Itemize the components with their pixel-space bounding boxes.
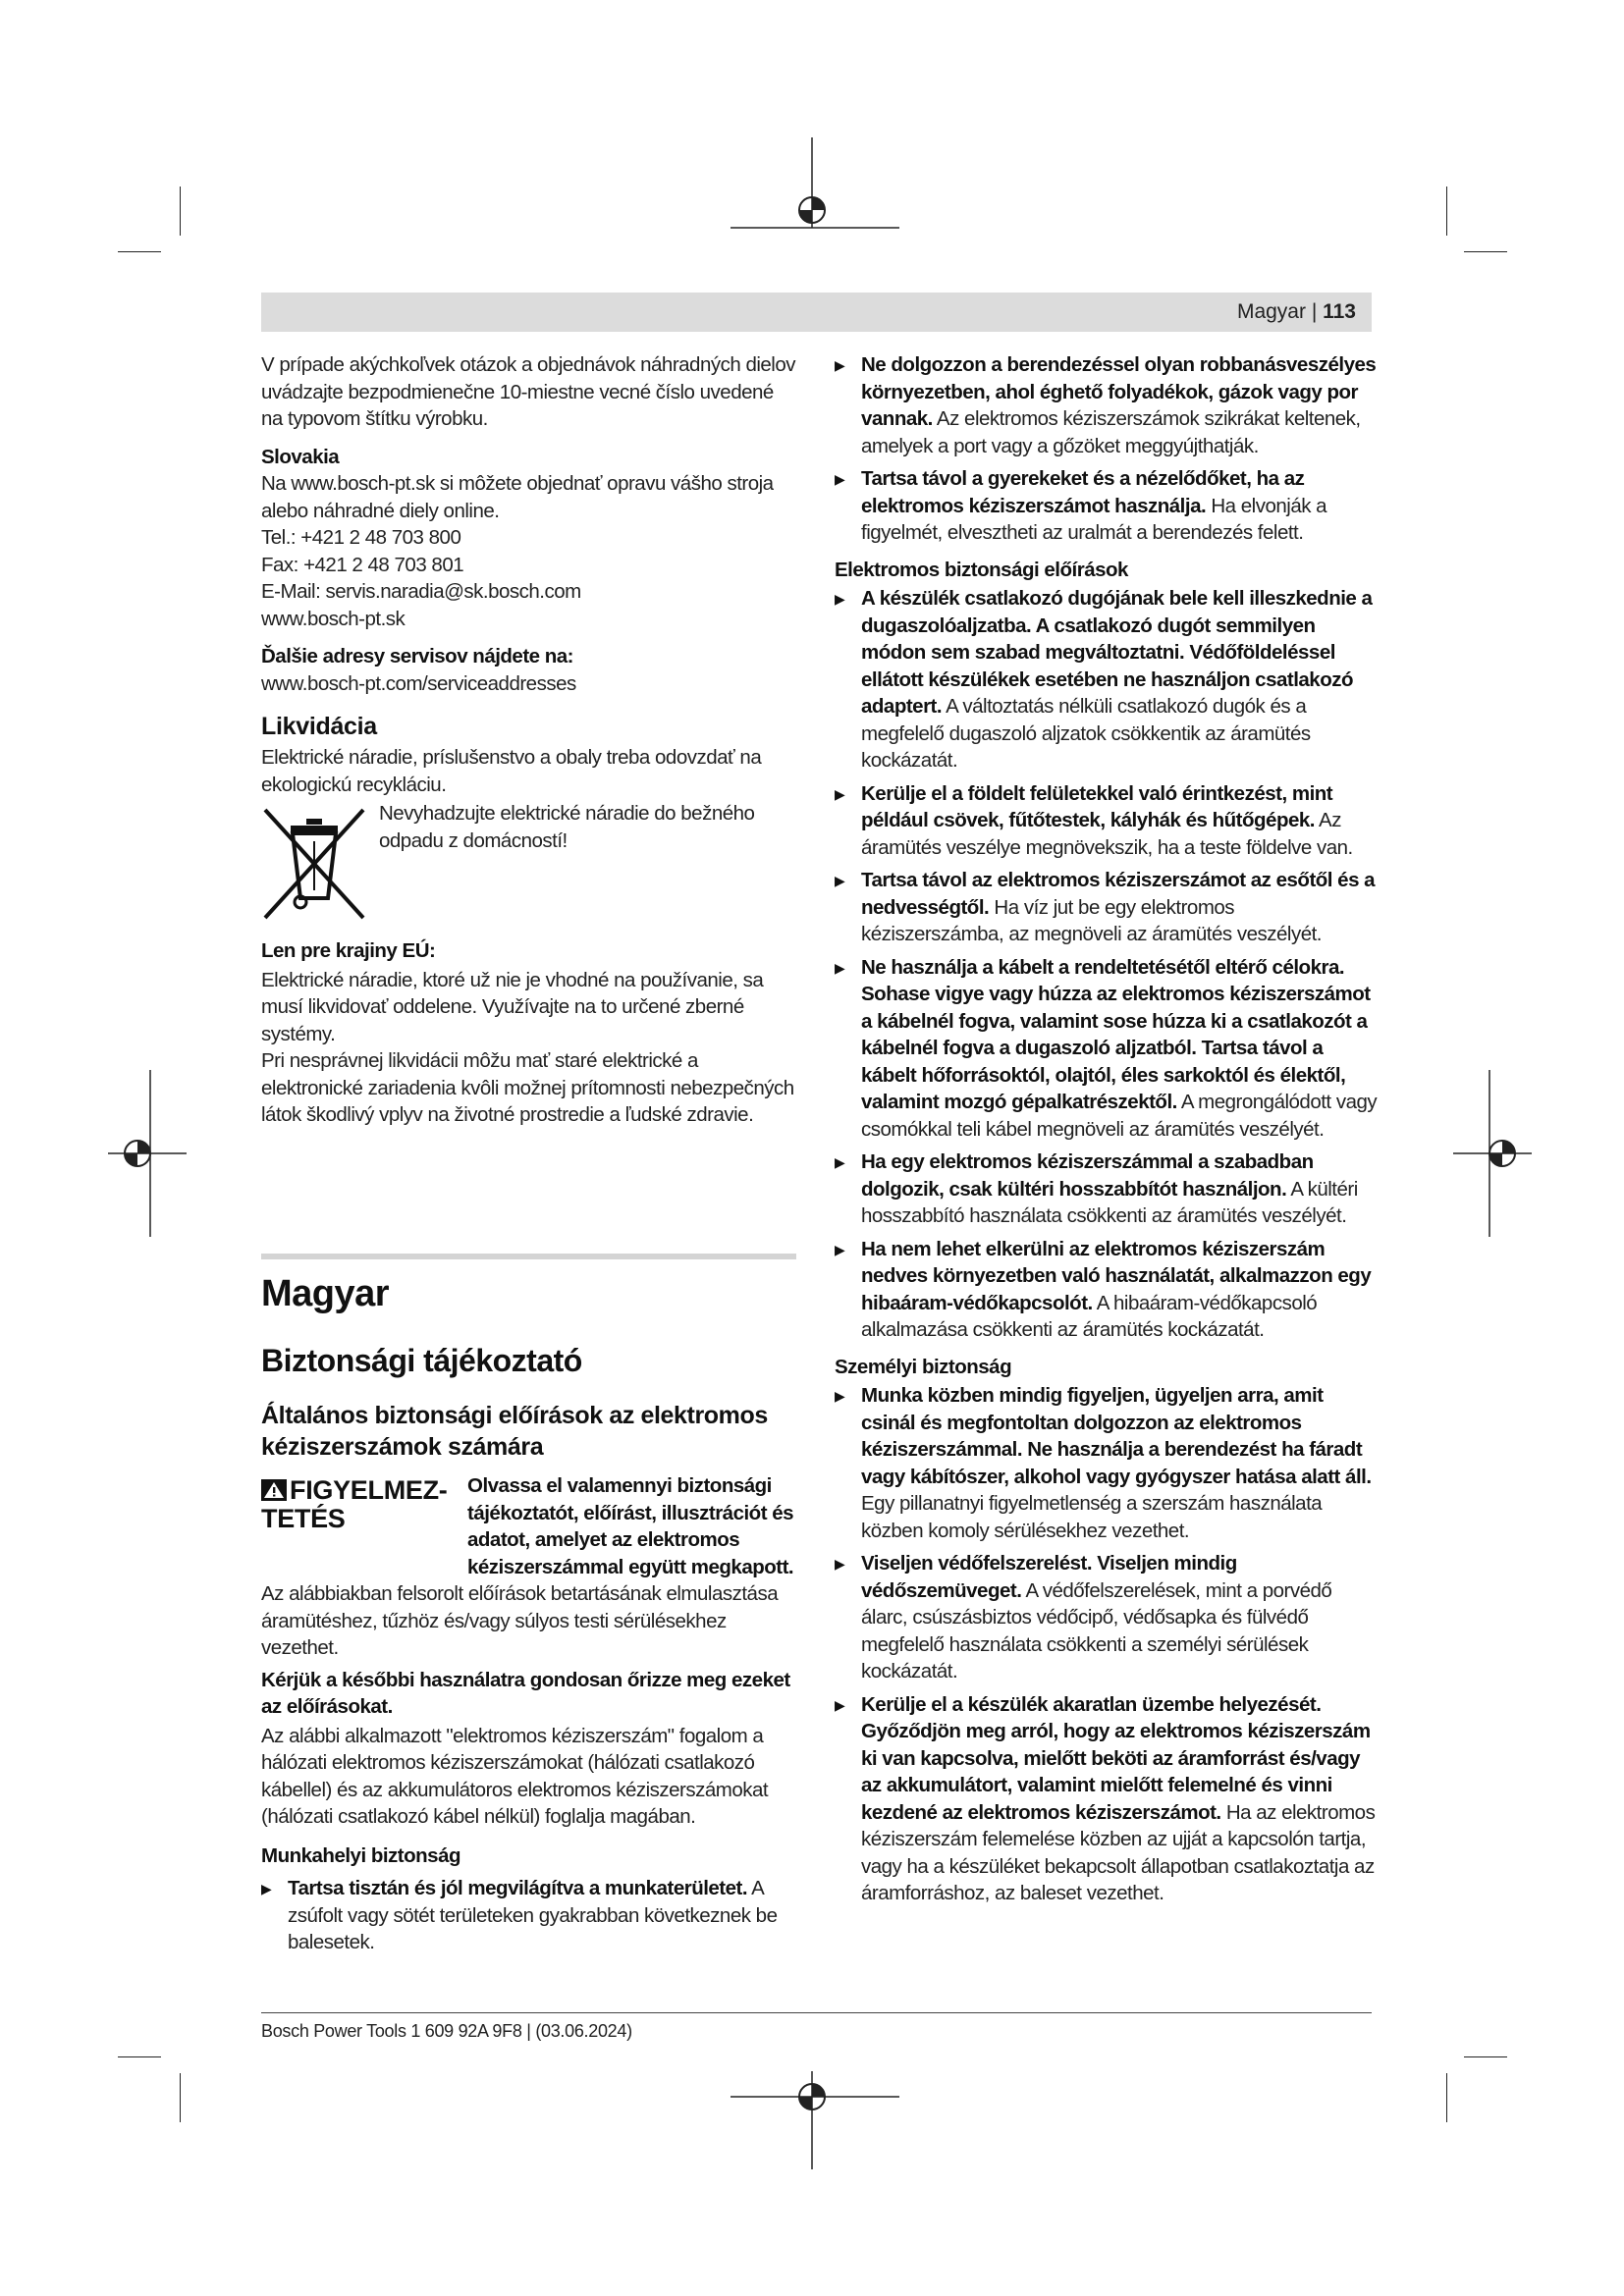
language-title: Magyar [261, 1273, 390, 1314]
bullet-rest: A megrongálódott vagy csomókkal teli kábel megnöveli az áramütés veszélyét. [861, 1091, 1378, 1141]
bullet-rest: A zsúfolt vagy sötét területeken gyakrabban következnek be balesetek. [288, 1877, 778, 1953]
disposal-text: Elektrické náradie, príslušenstvo a obaly treba odovzdať na ekologickú recykláciu. [261, 746, 762, 796]
bullet-explosive [835, 351, 1380, 459]
bullet-rest: A hibaáram-védőkapcsoló alkalmazása csökkenti az áramütés kockázatát. [861, 1291, 1318, 1341]
left-column [261, 351, 796, 1129]
section-divider [261, 1254, 796, 1259]
warning-label-line2: TETÉS [261, 1504, 346, 1533]
bullet-rest: Ha víz jut be egy elektromos kéziszerszámba, az megnöveli az áramütés veszélyét. [861, 895, 1322, 945]
crop-mark [180, 2073, 181, 2122]
warning-label [261, 1476, 458, 1533]
warning-label-line1: FIGYELMEZ- [290, 1475, 448, 1505]
crop-mark [118, 2056, 161, 2057]
bullet-damp [835, 1236, 1380, 1344]
bullet-bold: Tartsa távol az elektromos kéziszerszámot az esőtől és a nedvességtől. [861, 869, 1376, 919]
eu-title: Len pre krajiny EÚ: [261, 939, 436, 962]
registration-mark-bottom [727, 2071, 903, 2169]
bullet-rest: Az elektromos kéziszerszámok szikrákat keltenek, amelyek a port vagy a gőzöket meggyújthatják. [861, 407, 1361, 457]
warning-rest: Az alábbiakban felsorolt előírások betartásának elmulasztása áramütéshez, tűzhöz és/vagy súlyos testi sérülésekhez vezethet. [261, 1582, 779, 1659]
header-section: Magyar [1236, 300, 1306, 323]
warning-bold: Olvassa el valamennyi biztonsági tájékoztatót, előírást, illusztrációt és adatot, amelyet az elektromos kéziszerszámmal együtt megkapott. [467, 1474, 794, 1578]
safety-title: Biztonsági tájékoztató [261, 1343, 582, 1378]
crop-mark [1446, 2073, 1447, 2122]
term-definition: Az alábbi alkalmazott "elektromos kéziszerszám" fogalom a hálózati elektromos kéziszerszámokat (hálózati csatlakozó kábellel) és az akkumulátoros elektromos kéziszerszámokat (hálózati csatlakozó kábel nélkül) foglalja magában. [261, 1724, 769, 1828]
bullet-bold: Tartsa tisztán és jól megvilágítva a munkaterületet. [288, 1877, 748, 1899]
contact-line: Fax: +421 2 48 703 801 [261, 553, 464, 576]
registration-mark-left [108, 1060, 187, 1247]
bullet-bold: Munka közben mindig figyeljen, ügyeljen arra, amit csinál és megfontoltan dolgozzon az elektromos kéziszerszámmal. Ne használja a berendezést ha fáradt vagy kábítószer, alkohol vagy gyógyszer hatása alatt áll. [861, 1384, 1372, 1488]
bin-notice-text: Nevyhadzujte elektrické náradie do bežného odpadu z domácností! [379, 802, 755, 852]
workplace-bullet [261, 1875, 796, 1956]
bullet-start [835, 1691, 1380, 1907]
bullet-rest: Ha elvonják a figyelmét, elvesztheti az uralmát a berendezés felett. [861, 494, 1327, 544]
disposal-title: Likvidácia [261, 713, 377, 740]
general-title: Általános biztonsági előírások az elektromos kéziszerszámok számára [261, 1402, 768, 1461]
bullet-bold: Viseljen védőfelszerelést. Viseljen mindig védőszemüveget. [861, 1552, 1237, 1602]
bullet-bold: Tartsa távol a gyerekeket és a nézelődőket, ha az elektromos kéziszerszámot használja. [861, 467, 1305, 517]
service-url: www.bosch-pt.com/serviceaddresses [261, 671, 576, 695]
bullet-ppe [835, 1550, 1380, 1685]
bullet-cable [835, 954, 1380, 1144]
crop-mark [1464, 251, 1507, 252]
bullet-rest: Ha az elektromos kéziszerszám felemelése közben az ujját a kapcsolón tartja, vagy ha a készüléket bekapcsolt állapotban csatlakoztatja az áramforráshoz, az baleset vezethet. [861, 1800, 1376, 1904]
bullet-bold: Kerülje el a készülék akaratlan üzembe helyezését. Győződjön meg arról, hogy az elektromos kéziszerszám ki van kapcsolva, mielőtt beköti az áramforrást és/vagy az akkumulátort, valamint mielőtt felemelné és vinni kezdené az elektromos kéziszerszámot. [861, 1692, 1371, 1824]
bullet-bold: Kerülje el a földelt felületekkel való érintkezést, mint például csövek, fűtőtestek, kályhák és hűtőgépek. [861, 781, 1333, 831]
disposal-notice [261, 800, 796, 922]
keep-instructions: Kérjük a későbbi használatra gondosan őrizze meg ezeket az előírásokat. [261, 1668, 790, 1718]
intro-paragraph: V prípade akýchkoľvek otázok a objednávok náhradných dielov uvádzajte bezpodmienečne 10-miestne vecné číslo uvedené na typovom štítku výrobku. [261, 353, 796, 430]
header-label: Magyar | 113 [1236, 300, 1356, 323]
more-addresses-title: Ďalšie adresy servisov nájdete na: [261, 645, 574, 667]
bullet-rain [835, 867, 1380, 948]
contact-line: Tel.: +421 2 48 703 800 [261, 526, 461, 549]
contact-line: www.bosch-pt.sk [261, 607, 406, 630]
left-column-lower [261, 1272, 796, 1956]
bullet-rest: A változtatás nélküli csatlakozó dugók és a megfelelő dugaszoló aljzatok csökkentik az áramütés kockázatát. [861, 695, 1311, 772]
bullet-bold: Ha nem lehet elkerülni az elektromos kéziszerszám nedves környezetben való használatát, alkalmazzon egy hibaáram-védőkapcsolót. [861, 1237, 1372, 1314]
footer-rule [261, 2012, 1372, 2013]
bullet-ground [835, 780, 1380, 862]
bullet-bold: Ha egy elektromos kéziszerszámmal a szabadban dolgozik, csak kültéri hosszabbítót használjon. [861, 1150, 1314, 1201]
bullet-outdoor [835, 1148, 1380, 1230]
country-title: Slovakia [261, 445, 340, 468]
page-header [261, 293, 1372, 332]
personal-title: Személyi biztonság [835, 1355, 1012, 1378]
right-column [835, 351, 1380, 1907]
registration-mark-top [727, 137, 903, 236]
eu-text: Pri nesprávnej likvidácii môžu mať staré elektrické a elektronické zariadenia kvôli možnej prítomnosti nebezpečných látok škodlivý vplyv na životné prostredie a ľudské zdravie. [261, 1049, 794, 1126]
contact-line: Na www.bosch-pt.sk si môžete objednať opravu vášho stroja alebo náhradné diely online. [261, 472, 774, 522]
eu-text: Elektrické náradie, ktoré už nie je vhodné na používanie, sa musí likvidovať oddelene. Využívajte na to určené zberné systémy. [261, 968, 764, 1045]
bullet-plug [835, 585, 1380, 774]
crossed-bin-icon [261, 806, 367, 922]
crop-mark [118, 251, 161, 252]
warning-block [261, 1472, 796, 1555]
warning-triangle-icon [261, 1479, 287, 1501]
bullet-rest: Egy pillanatnyi figyelmetlenség a szerszám használata közben komoly sérülésekhez vezethet. [861, 1492, 1323, 1542]
bullet-bold: Ne használja a kábelt a rendeltetésétől eltérő célokra. Sohase vigye vagy húzza az elektromos kéziszerszámot a kábelnél fogva, valamint sose húzza ki a csatlakozót a kábelnél fogva a dugaszoló aljzatból. Tartsa távol a kábelt hőforrásoktól, olajtól, éles sarkoktól és élektől, valamint mozgó gépalkatrészektől. [861, 955, 1371, 1113]
bullet-children [835, 465, 1380, 547]
contact-line: E-Mail: servis.naradia@sk.bosch.com [261, 580, 581, 603]
bullet-rest: A védőfelszerelések, mint a porvédő álarc, csúszásbiztos védőcipő, védősapka és fülvédő megfelelő használata csökkenti a személyi sérülések kockázatát. [861, 1578, 1332, 1682]
workplace-title: Munkahelyi biztonság [261, 1843, 460, 1867]
bullet-rest: A kültéri hosszabbító használata csökkenti az áramütés veszélyét. [861, 1177, 1358, 1227]
footer-text: Bosch Power Tools 1 609 92A 9F8 | (03.06.2024) [261, 2021, 632, 2041]
crop-mark [1446, 187, 1447, 236]
electric-title: Elektromos biztonsági előírások [835, 558, 1128, 581]
bullet-bold: Ne dolgozzon a berendezéssel olyan robbanásveszélyes környezetben, ahol éghető folyadékok, gázok vagy por vannak. [861, 353, 1377, 430]
crop-mark [1464, 2056, 1507, 2057]
page-number: 113 [1323, 300, 1356, 323]
bullet-bold: A készülék csatlakozó dugójának bele kell illeszkednie a dugaszolóaljzatba. A csatlakozó dugót semmilyen módon sem szabad megváltoztatni. Védőföldeléssel ellátott készülékek esetében ne használjon csatlakozó adaptert. [861, 587, 1373, 718]
bullet-attention [835, 1382, 1380, 1544]
crop-mark [180, 187, 181, 236]
registration-mark-right [1453, 1060, 1532, 1247]
bullet-rest: Az áramütés veszélye megnövekszik, ha a teste földelve van. [861, 809, 1353, 859]
